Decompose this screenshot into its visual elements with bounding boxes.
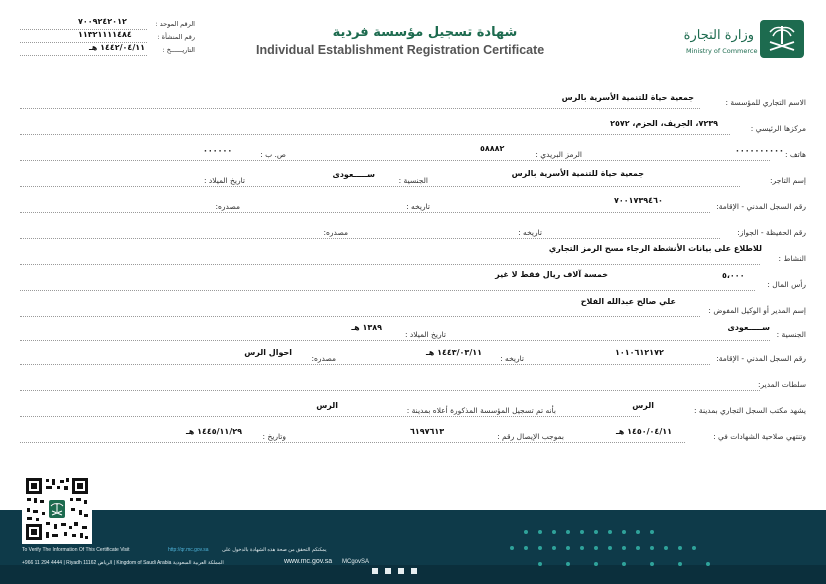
dotted-line (20, 364, 710, 365)
pobox-label: ص. ب : (260, 150, 286, 159)
footer-dot (538, 546, 542, 550)
dotted-line (20, 55, 147, 56)
footer-dot (566, 530, 570, 534)
ministry-name-ar: وزارة التجارة (683, 28, 754, 43)
mgr-birthdate-label: تاريخ الميلاد : (404, 330, 446, 339)
footer-dot (608, 546, 612, 550)
footer-dot (538, 530, 542, 534)
footer-dot (510, 546, 514, 550)
capital: ٥،٠٠٠ (722, 271, 745, 280)
mgr-nationality: ســـــعودى (727, 323, 770, 332)
expiry-label: وتنتهي صلاحية الشهادات في : (713, 432, 806, 441)
expiry-date: ١٤٥٠/٠٤/١١ هـ (616, 427, 672, 436)
footer-dot (636, 530, 640, 534)
footer-dot (664, 546, 668, 550)
website-link[interactable]: www.mc.gov.sa (284, 558, 333, 565)
dotted-line (20, 442, 685, 443)
civil-id: ٧٠٠١٧٣٩٤٦٠ (614, 196, 663, 205)
verify-text-en: To Verify The Information Of This Certificate Visit (22, 547, 130, 553)
civil-source-label: مصدره: (215, 202, 240, 211)
dotted-line (20, 264, 760, 265)
dotted-line (20, 390, 760, 391)
birthdate-label: تاريخ الميلاد : (203, 176, 245, 185)
mgr-civil-date: ١٤٤٣/٠٣/١١ هـ (426, 348, 482, 357)
palm-swords-icon (760, 20, 804, 58)
trade-name-label: الاسم التجاري للمؤسسة : (725, 98, 806, 107)
civil-id-label: رقم السجل المدني - الإقامة: (716, 202, 806, 211)
footer-dot (692, 546, 696, 550)
registered-label: بأنه تم تسجيل المؤسسة المذكورة أعلاه بمدينة : (406, 406, 556, 415)
dotted-line (20, 186, 740, 187)
receipt-number: ٦١٩٧٦١٣ (410, 427, 445, 436)
dotted-line (20, 238, 720, 239)
file-source-label: مصدره: (323, 228, 348, 237)
unified-number-label: الرقم الموحد : (155, 20, 195, 28)
receipt-label: بموجب الإيصال رقم : (497, 432, 564, 441)
footer-dot (650, 562, 654, 566)
activity: للاطلاع على بيانات الأنشطة الرجاء مسح الرمز التجاري (548, 244, 762, 253)
dotted-line (20, 160, 770, 161)
twitter-icon[interactable] (398, 568, 404, 574)
mgr-source: احوال الرس (244, 348, 292, 357)
footer-dot (608, 530, 612, 534)
email-icon[interactable] (372, 568, 378, 574)
establishment-number-label: رقم المنشأة : (157, 33, 195, 41)
footer-dot (594, 546, 598, 550)
hq-label: مركزها الرئيسي : (750, 124, 806, 133)
verify-url[interactable]: http://qr.mc.gov.sa (168, 547, 209, 553)
footer-dot (538, 562, 542, 566)
mgr-nationality-label: الجنسية : (776, 330, 806, 339)
youtube-icon[interactable] (411, 568, 417, 574)
dotted-line (20, 212, 710, 213)
file-date-label: تاريخه : (518, 228, 542, 237)
social-handle: MCgovSA (342, 559, 370, 565)
certificate-title-ar: شهادة تسجيل مؤسسة فردية (332, 25, 518, 40)
postal-label: الرمز البريدي : (535, 150, 582, 159)
contact-line: +966 11 294 4444 | Riyadh 11162 الرياض | Kingdom of Saudi Arabia المملكة العربية السعودية (22, 560, 224, 566)
establishment-number: ١١٣٢١١١١٤٨٤ (78, 30, 132, 39)
mgr-powers-label: سلطات المدير: (757, 380, 806, 389)
dotted-line (20, 416, 640, 417)
certificate-title-en: Individual Establishment Registration Certificate (256, 43, 545, 57)
footer-dot (622, 562, 626, 566)
receipt-date: ١٤٤٥/١١/٢٩ هـ (186, 427, 242, 436)
phone-label: هاتف : (784, 150, 806, 159)
date-label: التاريــــــخ : (162, 46, 195, 54)
dotted-line (20, 340, 770, 341)
footer-dot (566, 546, 570, 550)
qr-code-icon (24, 476, 90, 542)
footer-dot (524, 546, 528, 550)
footer-dot (580, 546, 584, 550)
qr-code[interactable] (22, 474, 92, 544)
unified-number: ٧٠٠٩٢٤٢٠١٢ (78, 17, 127, 26)
witness-label: يشهد مكتب السجل التجاري بمدينة : (694, 406, 806, 415)
footer-dot (552, 530, 556, 534)
mgr-civil-label: رقم السجل المدني - الإقامة: (716, 354, 806, 363)
mgr-civil-id: ١٠١٠٦١٢١٧٢ (615, 348, 664, 357)
capital-words: خمسة آلاف ريال فقط لا غير (495, 270, 608, 279)
trade-name: جمعية حياة للتنمية الأسرية بالرس (561, 93, 694, 102)
ministry-logo (760, 20, 804, 58)
mgr-civil-date-label: تاريخه : (500, 354, 524, 363)
footer-dot (622, 530, 626, 534)
merchant-name: جمعية حياة للتنمية الأسرية بالرس (511, 169, 644, 178)
receipt-date-label: وتاريخ : (262, 432, 286, 441)
phone: ٠٠٠٠٠٠٠٠٠٠ (735, 146, 784, 155)
merchant-name-label: إسم التاجر: (770, 176, 806, 185)
dotted-line (20, 108, 700, 109)
dotted-line (20, 316, 700, 317)
dotted-line (20, 134, 730, 135)
footer-dot (706, 562, 710, 566)
dotted-line (20, 290, 755, 291)
social-icons (372, 559, 417, 578)
footer-dot (580, 530, 584, 534)
nationality-label: الجنسية : (398, 176, 428, 185)
footer-dot (650, 546, 654, 550)
witness-city: الرس (632, 401, 654, 410)
footer-dot (678, 562, 682, 566)
footer-dot (622, 546, 626, 550)
footer-dot (678, 546, 682, 550)
registered-city: الرس (316, 401, 338, 410)
footer-dot (524, 530, 528, 534)
facebook-icon[interactable] (385, 568, 391, 574)
manager-name: علي صالح عبدالله الفلاح (580, 297, 676, 306)
footer-dot (594, 530, 598, 534)
certificate-date: ١٤٤٢/٠٤/١١ هـ (89, 43, 145, 52)
verify-text-ar: يمكنكم التحقق من صحة هذه الشهادة بالدخول على (222, 547, 327, 553)
footer-dot (594, 562, 598, 566)
manager-label: إسم المدير أو الوكيل المفوض : (708, 306, 806, 315)
civil-date-label: تاريخه : (406, 202, 430, 211)
mgr-source-label: مصدره: (311, 354, 336, 363)
hq-address: ٧٢٣٩، الجريف، الحزم، ٢٥٧٢ (610, 119, 718, 128)
nationality: ســـــعودى (332, 170, 375, 179)
capital-label: رأس المال : (767, 280, 806, 289)
mgr-birthdate: ١٣٨٩ هـ (351, 323, 382, 332)
footer-dot (566, 562, 570, 566)
activity-label: النشاط : (778, 254, 806, 263)
file-label: رقم الحفيظة - الجواز: (737, 228, 806, 237)
footer-dot (636, 546, 640, 550)
ministry-name-en: Ministry of Commerce (686, 47, 758, 55)
pobox: ٠٠٠٠٠٠ (203, 146, 233, 155)
footer-dot (552, 546, 556, 550)
footer-dot (650, 530, 654, 534)
postal-code: ٥٨٨٨٢ (480, 144, 505, 153)
